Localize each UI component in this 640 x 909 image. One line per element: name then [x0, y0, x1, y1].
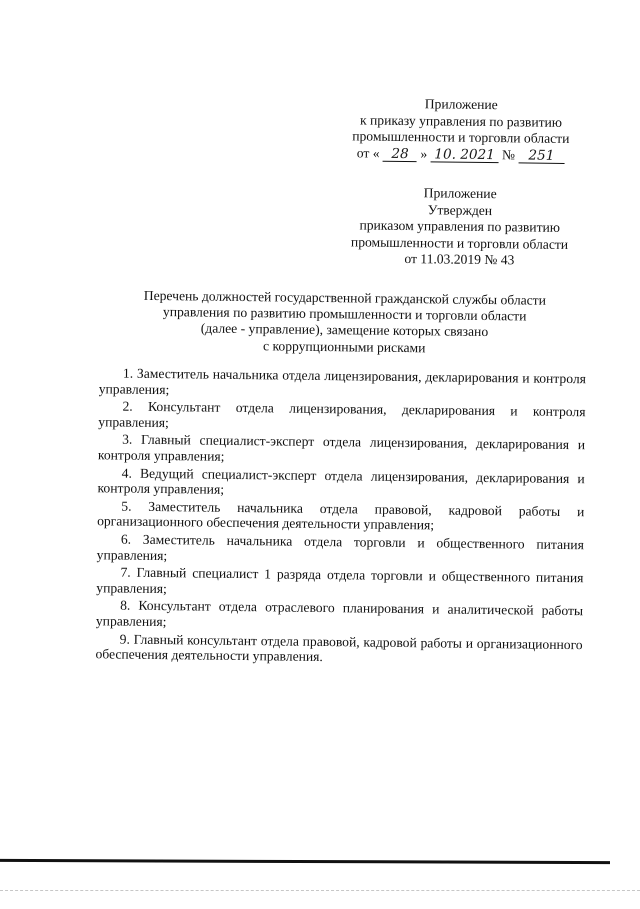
- list-item: 1. Заместитель начальника отдела лицензирования, декларирования и контроля управления;: [98, 365, 587, 397]
- title-line-2: управления по развитию промышленности и торговли области: [162, 304, 527, 324]
- approved-line-2: промышленности и торговли области: [350, 233, 569, 252]
- approved-line-3: от 11.03.2019 № 43: [404, 251, 515, 268]
- annex-header: [311, 95, 612, 165]
- list-item: 4. Ведущий специалист-эксперт отдела лицензирования, декларирования и контроля управления;: [97, 465, 585, 497]
- document-title: [114, 287, 575, 357]
- list-item: 9. Главный консультант отдела правовой, кадровой работы и организационного обеспечения деятельности управления.: [95, 631, 583, 665]
- handwritten-number: 251: [518, 148, 564, 164]
- approved-header: [309, 184, 610, 270]
- title-line-3: (далее - управление), замещение которых связано: [200, 320, 489, 340]
- approved-heading: Приложение: [423, 185, 497, 202]
- list-item: 7. Главный специалист 1 разряда отдела торговли и общественного питания управления;: [96, 564, 584, 596]
- title-line-4: с коррупционными рисками: [263, 337, 426, 355]
- number-label: №: [501, 146, 516, 162]
- positions-list: [95, 365, 586, 670]
- annex-line-1: к приказу управления по развитию: [359, 111, 563, 130]
- scan-artifact: [0, 890, 640, 894]
- approved-line-1: приказом управления по развитию: [359, 217, 561, 235]
- approved-label: Утвержден: [427, 201, 493, 218]
- date-prefix: от «: [356, 144, 380, 161]
- list-item: 6. Заместитель начальника отдела торговли и общественного питания управления;: [96, 531, 584, 563]
- handwritten-day: 28: [383, 146, 417, 161]
- title-line-1: Перечень должностей государственной гражданской службы области: [143, 287, 547, 308]
- list-item: 5. Заместитель начальника отдела правовой, кадровой работы и организационного обеспечения деятельности управления;: [97, 498, 585, 533]
- date-mid: »: [420, 145, 428, 161]
- list-item: 8. Консультант отдела отраслевого планирования и аналитической работы управления;: [95, 597, 584, 630]
- annex-line-2: промышленности и торговли области: [352, 128, 570, 147]
- handwritten-month-year: 10. 2021: [431, 147, 499, 163]
- list-item: 3. Главный специалист-эксперт отдела лицензирования, декларирования и контроля управления;: [97, 431, 586, 464]
- list-item: 2. Консультант отдела лицензирования, декларирования и контроля управления;: [98, 398, 586, 430]
- annex-heading: Приложение: [424, 96, 498, 113]
